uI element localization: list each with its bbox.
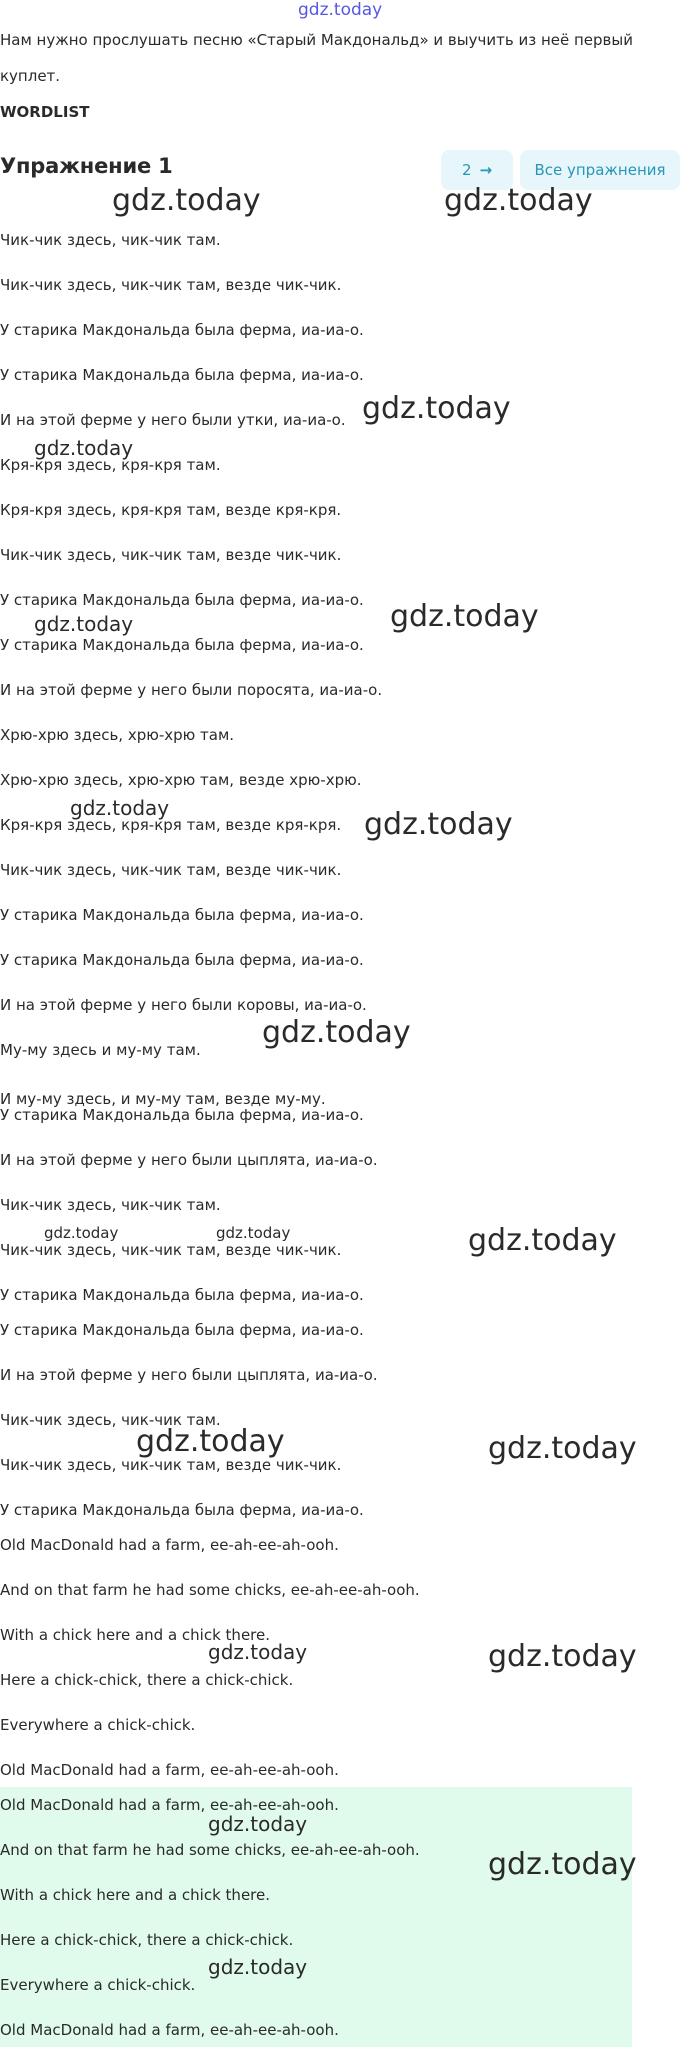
song-line: Here a chick-chick, there a chick-chick. — [0, 1931, 294, 1949]
song-line: Here a chick-chick, there a chick-chick. — [0, 1671, 294, 1689]
song-line: Чик-чик здесь, чик-чик там, везде чик-чик. — [0, 861, 342, 879]
watermark: gdz.today — [34, 612, 134, 636]
song-line: Чик-чик здесь, чик-чик там. — [0, 231, 221, 249]
song-line: У старика Макдональда была ферма, иа-иа-о. — [0, 591, 364, 609]
song-line: У старика Макдональда была ферма, иа-иа-о. — [0, 906, 364, 924]
exercise-title: Упражнение 1 — [0, 154, 173, 178]
song-line: Кря-кря здесь, кря-кря там, везде кря-кря. — [0, 501, 342, 519]
watermark: gdz.today — [390, 599, 539, 634]
watermark: gdz.today — [136, 1424, 285, 1459]
watermark: gdz.today — [208, 1812, 308, 1836]
song-line: И на этой ферме у него были цыплята, иа-иа-о. — [0, 1151, 378, 1169]
song-line: Чик-чик здесь, чик-чик там. — [0, 1196, 221, 1214]
song-line: Кря-кря здесь, кря-кря там, везде кря-кря. — [0, 816, 342, 834]
arrow-right-icon: → — [479, 161, 493, 179]
watermark: gdz.today — [488, 1639, 637, 1674]
song-line: Old MacDonald had a farm, ee-ah-ee-ah-ooh. — [0, 1761, 339, 1779]
song-line: Old MacDonald had a farm, ee-ah-ee-ah-ooh. — [0, 1796, 339, 1814]
song-line: У старика Макдональда была ферма, иа-иа-о. — [0, 321, 364, 339]
site-logo[interactable]: gdz.today — [298, 0, 383, 20]
song-line: With a chick here and a chick there. — [0, 1626, 270, 1644]
watermark: gdz.today — [362, 391, 511, 426]
highlighted-verse — [0, 1787, 632, 2047]
song-line: Old MacDonald had a farm, ee-ah-ee-ah-ooh. — [0, 2021, 339, 2039]
song-line: И на этой ферме у него были утки, иа-иа-о. — [0, 411, 346, 429]
watermark: gdz.today — [216, 1224, 291, 1242]
watermark: gdz.today — [364, 807, 513, 842]
intro-text: Нам нужно прослушать песню «Старый Макдональд» и выучить из неё первый куплет. — [0, 31, 633, 85]
song-line: Everywhere a chick-chick. — [0, 1716, 196, 1734]
watermark: gdz.today — [34, 436, 134, 460]
watermark: gdz.today — [488, 1847, 637, 1882]
song-line: Чик-чик здесь, чик-чик там, везде чик-чик. — [0, 276, 342, 294]
song-line: Everywhere a chick-chick. — [0, 1976, 196, 1994]
watermark: gdz.today — [468, 1223, 617, 1258]
song-line: У старика Макдональда была ферма, иа-иа-о. — [0, 1501, 364, 1519]
song-line: Хрю-хрю здесь, хрю-хрю там. — [0, 726, 235, 744]
song-line: У старика Макдональда была ферма, иа-иа-о. — [0, 1321, 364, 1339]
song-line: И на этой ферме у него были цыплята, иа-иа-о. — [0, 1366, 378, 1384]
watermark: gdz.today — [70, 796, 170, 820]
song-line: Чик-чик здесь, чик-чик там, везде чик-чик. — [0, 1241, 342, 1259]
song-line: And on that farm he had some chicks, ee-ah-ee-ah-ooh. — [0, 1581, 420, 1599]
watermark: gdz.today — [112, 183, 261, 218]
next-exercise-number: 2 — [461, 161, 472, 179]
all-exercises-button[interactable] — [520, 150, 680, 190]
song-line: У старика Макдональда была ферма, иа-иа-о. — [0, 1286, 364, 1304]
watermark: gdz.today — [208, 1955, 308, 1979]
watermark: gdz.today — [208, 1640, 308, 1664]
song-line: Хрю-хрю здесь, хрю-хрю там, везде хрю-хрю. — [0, 771, 362, 789]
song-line: И му-му здесь, и му-му там, везде му-му. — [0, 1090, 326, 1108]
song-line: И на этой ферме у него были поросята, иа-иа-о. — [0, 681, 383, 699]
all-exercises-label: Все упражнения — [534, 161, 666, 179]
song-line: And on that farm he had some chicks, ee-ah-ee-ah-ooh. — [0, 1841, 420, 1859]
wordlist-link[interactable]: WORDLIST — [0, 103, 90, 121]
song-line: И на этой ферме у него были коровы, иа-иа-о. — [0, 996, 367, 1014]
song-line: Old MacDonald had a farm, ee-ah-ee-ah-ooh. — [0, 1536, 339, 1554]
song-line: У старика Макдональда была ферма, иа-иа-о. — [0, 1106, 364, 1124]
song-line: У старика Макдональда была ферма, иа-иа-о. — [0, 366, 364, 384]
song-line: Чик-чик здесь, чик-чик там, везде чик-чик. — [0, 546, 342, 564]
watermark: gdz.today — [44, 1224, 119, 1242]
song-line: Чик-чик здесь, чик-чик там. — [0, 1411, 221, 1429]
song-line: With a chick here and a chick there. — [0, 1886, 270, 1904]
song-line: У старика Макдональда была ферма, иа-иа-о. — [0, 951, 364, 969]
song-line: Чик-чик здесь, чик-чик там, везде чик-чик. — [0, 1456, 342, 1474]
song-line: У старика Макдональда была ферма, иа-иа-о. — [0, 636, 364, 654]
watermark: gdz.today — [444, 183, 593, 218]
watermark: gdz.today — [488, 1431, 637, 1466]
song-line: Му-му здесь и му-му там. — [0, 1041, 201, 1059]
watermark: gdz.today — [262, 1015, 411, 1050]
song-line: Кря-кря здесь, кря-кря там. — [0, 456, 221, 474]
next-exercise-button[interactable] — [441, 150, 513, 190]
